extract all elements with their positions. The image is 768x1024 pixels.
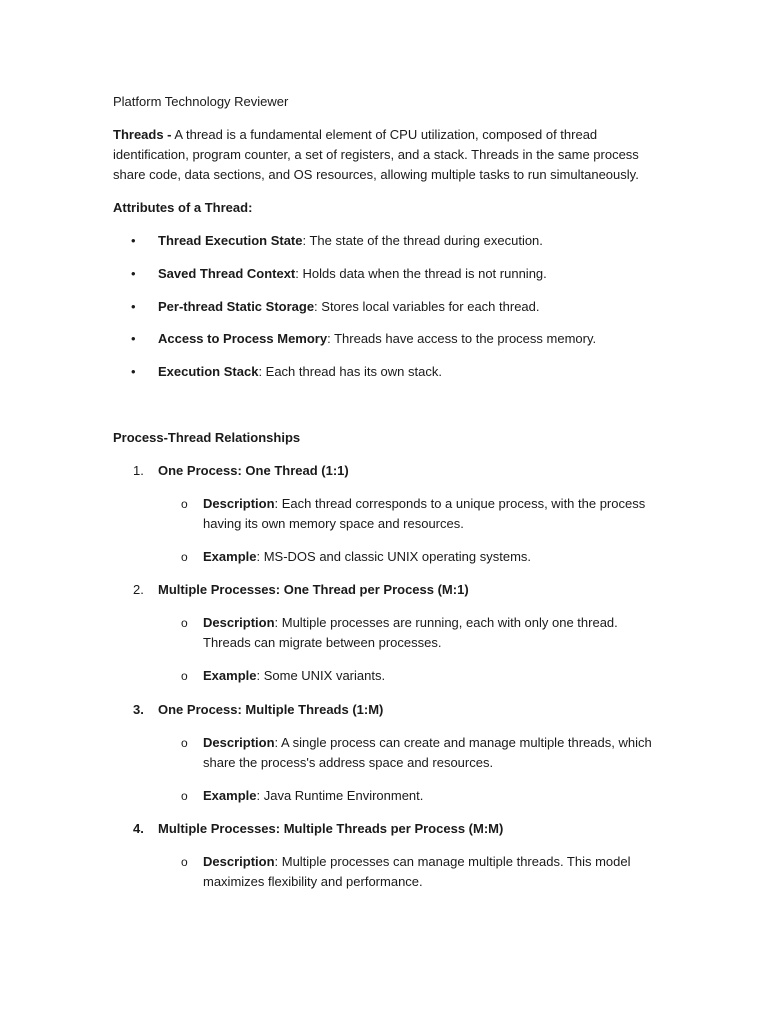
attribute-term: Saved Thread Context: [158, 266, 296, 281]
relationship-label: Multiple Processes: Multiple Threads per Process (M:M): [158, 821, 504, 836]
description-term: Description: [203, 735, 275, 750]
threads-term: Threads -: [113, 127, 172, 142]
circle-bullet-icon: o: [181, 855, 188, 869]
attribute-text: : The state of the thread during execution.: [302, 233, 543, 248]
description-text: : Multiple processes are running, each with only one thread. Threads can migrate between processes.: [203, 615, 618, 650]
attributes-heading: Attributes of a Thread:: [113, 200, 253, 215]
relationship-label: One Process: Multiple Threads (1:M): [158, 702, 384, 717]
circle-bullet-icon: o: [181, 497, 188, 511]
attribute-item: [113, 264, 673, 284]
example-text: : MS-DOS and classic UNIX operating systems.: [256, 549, 532, 564]
circle-bullet-icon: o: [181, 789, 188, 803]
relationship-item: [113, 580, 673, 600]
attribute-text: : Threads have access to the process memory.: [327, 331, 597, 346]
attribute-term: Access to Process Memory: [158, 331, 328, 346]
attribute-term: Per-thread Static Storage: [158, 299, 315, 314]
description-term: Description: [203, 854, 275, 869]
document-title: Platform Technology Reviewer: [113, 94, 289, 109]
bullet-icon: •: [131, 233, 136, 248]
relationship-item: [113, 461, 673, 481]
circle-bullet-icon: o: [181, 669, 188, 683]
example-term: Example: [203, 788, 257, 803]
threads-definition-text: A thread is a fundamental element of CPU utilization, composed of thread identification, program counter, a set of registers, and a stack. Threads in the same process share code, data sections, and OS resources, allowing multiple tasks to run simultaneously.: [113, 127, 639, 182]
bullet-icon: •: [131, 266, 136, 281]
relationship-item: [113, 819, 673, 839]
relationship-label: Multiple Processes: One Thread per Process (M:1): [158, 582, 469, 597]
item-number: 3.: [133, 702, 144, 717]
attribute-item: [113, 231, 673, 251]
attribute-text: : Holds data when the thread is not running.: [295, 266, 547, 281]
circle-bullet-icon: o: [181, 550, 188, 564]
attribute-text: : Each thread has its own stack.: [258, 364, 442, 379]
example-text: : Java Runtime Environment.: [256, 788, 424, 803]
attribute-term: Thread Execution State: [158, 233, 303, 248]
bullet-icon: •: [131, 331, 136, 346]
relationship-label: One Process: One Thread (1:1): [158, 463, 349, 478]
description-text: : Each thread corresponds to a unique process, with the process having its own memory space and resources.: [203, 496, 646, 531]
threads-definition: [113, 125, 673, 185]
attribute-item: [113, 297, 673, 317]
example-text: : Some UNIX variants.: [256, 668, 386, 683]
bullet-icon: •: [131, 364, 136, 379]
description-term: Description: [203, 496, 275, 511]
description-term: Description: [203, 615, 275, 630]
attribute-item: [113, 362, 673, 382]
item-number: 1.: [133, 463, 144, 478]
example-term: Example: [203, 668, 257, 683]
bullet-icon: •: [131, 299, 136, 314]
circle-bullet-icon: o: [181, 736, 188, 750]
example-term: Example: [203, 549, 257, 564]
circle-bullet-icon: o: [181, 616, 188, 630]
description-text: : A single process can create and manage multiple threads, which share the process's address space and resources.: [203, 735, 652, 770]
item-number: 4.: [133, 821, 144, 836]
attribute-text: : Stores local variables for each thread.: [314, 299, 540, 314]
item-number: 2.: [133, 582, 144, 597]
attribute-term: Execution Stack: [158, 364, 259, 379]
description-text: : Multiple processes can manage multiple threads. This model maximizes flexibility and performance.: [203, 854, 631, 889]
relationship-item: [113, 700, 673, 720]
attribute-item: [113, 329, 673, 349]
relationships-heading: Process-Thread Relationships: [113, 430, 301, 445]
